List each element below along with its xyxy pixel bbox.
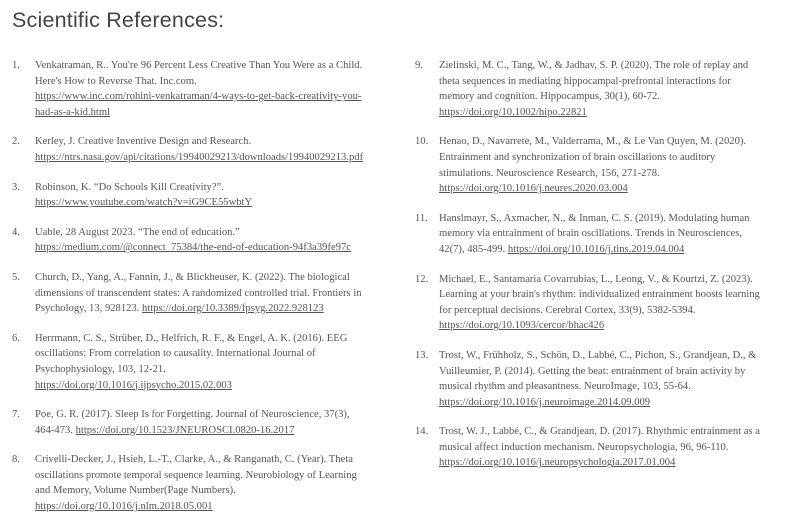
reference-body (439, 272, 787, 334)
reference-citation: Henao, D., Navarrete, M., Valderrama, M., & Le Van Quyen, M. (2020). Entrainment and synchronization of brain oscillations to auditory stimulations. Neuroscience Research, 156, 271-278. (439, 136, 747, 179)
reference-number: 6. (12, 332, 20, 344)
reference-body (35, 134, 392, 165)
reference-item (12, 225, 392, 256)
reference-item (12, 407, 392, 438)
reference-number: 8. (12, 454, 20, 466)
reference-item (415, 211, 787, 258)
reference-citation: Poe, G. R. (2017). Sleep Is for Forgetting. Journal of Neuroscience, 37(3), 464-473. (35, 409, 350, 436)
reference-body (35, 225, 392, 256)
reference-link[interactable]: https://doi.org/10.1093/cercor/bhac426 (439, 320, 605, 332)
reference-citation: Trost, W., Frühholz, S., Schön, D., Labbé, C., Pichon, S., Grandjean, D., & Vuilleumier, P. (2014). Getting the beat: entrainment of brain activity by musical rhythm and pleasantness. NeuroImage, 103, 55-64. (439, 349, 757, 393)
reference-number: 14. (415, 426, 429, 438)
reference-citation: Kerley, J. Creative Inventive Design and Research. (35, 136, 252, 148)
reference-number: 5. (12, 271, 20, 283)
reference-citation: Herrmann, C. S., Strüber, D., Helfrich, R. F., & Engel, A. K. (2016). EEG oscillations: From correlation to causality. International Journal of Psychophysiology, 103, 12-21. (35, 332, 348, 375)
reference-citation: Michael, E., Santamaria Covarrubias, L., Leong, V., & Kourtzi, Z. (2023). Learning at your brain's rhythm: individualized entrainment boosts learning for perceptual decisions. Cerebral Cortex, 33(9), 5382-5394. (439, 273, 760, 316)
reference-link[interactable]: https://doi.org/10.1016/j.neures.2020.03.004 (439, 183, 628, 195)
reference-citation: Zielinski, M. C., Tang, W., & Jadhav, S. P. (2020). The role of replay and theta sequences in mediating hippocampal-prefrontal interactions for memory and cognition. Hippocampus, 30(1), 60-72. (439, 60, 749, 103)
reference-body (439, 348, 787, 410)
reference-link[interactable]: https://doi.org/10.1016/j.neuroimage.2014.09.009 (439, 396, 651, 408)
references-column-right (415, 58, 787, 471)
reference-link[interactable]: https://doi.org/10.1002/hipo.22821 (439, 106, 587, 118)
reference-item (12, 180, 392, 211)
reference-link[interactable]: https://doi.org/10.3389/fpsyg.2022.928123 (142, 303, 324, 315)
reference-link[interactable]: https://www.youtube.com/watch?v=iG9CE55wbtY (35, 197, 253, 209)
reference-number: 12. (415, 273, 429, 285)
reference-link[interactable]: https://doi.org/10.1523/JNEUROSCI.0820-16.2017 (75, 424, 295, 436)
reference-body (439, 58, 787, 120)
reference-link[interactable]: https://doi.org/10.1016/j.ijpsycho.2015.02.003 (35, 379, 232, 391)
reference-item (12, 58, 392, 120)
reference-citation: Trost, W. J., Labbé, C., & Grandjean, D. (2017). Rhythmic entrainment as a musical affect induction mechanism. Neuropsychologia, 96, 96-110. (439, 426, 760, 453)
reference-citation: Venkatraman, R.. You're 96 Percent Less Creative Than You Were as a Child. Here's How to Reverse That. Inc.com. (35, 60, 363, 87)
reference-body (439, 211, 787, 258)
reference-number: 1. (12, 60, 20, 71)
reference-number: 3. (12, 181, 20, 193)
reference-body (439, 424, 787, 471)
reference-citation: Uable, 28 August 2023. “The end of education.” (35, 226, 240, 238)
reference-number: 9. (415, 60, 423, 71)
reference-number: 11. (415, 212, 428, 224)
reference-item (415, 348, 787, 410)
reference-item (12, 270, 392, 317)
reference-link[interactable]: https://ntrs.nasa.gov/api/citations/19940029213/downloads/19940029213.pdf (35, 151, 364, 163)
page-title: Scientific References: (12, 8, 225, 32)
reference-item (12, 452, 392, 514)
reference-number: 10. (415, 136, 429, 148)
reference-item (415, 134, 787, 196)
reference-item (415, 424, 787, 471)
reference-item (12, 134, 392, 165)
reference-body (35, 331, 392, 393)
reference-number: 2. (12, 136, 20, 148)
reference-body (35, 180, 392, 211)
reference-link[interactable]: https://www.inc.com/rohini-venkatraman/4-ways-to-get-back-creativity-you- had-as-a-kid.html (35, 91, 362, 118)
reference-item (415, 272, 787, 334)
reference-citation: Church, D., Yang, A., Fannin, J., & Blickheuser, K. (2022). The biological dimensions of transcendent states: A randomized controlled trial. Frontiers in Psychology, 13, 928123. (35, 271, 362, 315)
reference-link[interactable]: https://doi.org/10.1016/j.tins.2019.04.004 (507, 243, 685, 255)
reference-item (415, 58, 787, 120)
reference-item (12, 331, 392, 393)
reference-body (35, 58, 392, 120)
reference-citation: Hanslmayr, S., Axmacher, N., & Inman, C. S. (2019). Modulating human memory via entrainment of brain oscillations. Trends in Neurosciences, 42(7), 485-499. (439, 212, 750, 255)
references-column-left (12, 58, 392, 515)
reference-number: 13. (415, 349, 429, 361)
reference-number: 7. (12, 409, 20, 421)
reference-body (35, 407, 392, 438)
reference-body (439, 134, 787, 196)
reference-citation: Crivelli-Decker, J., Hsieh, L.-T., Clarke, A., & Ranganath, C. (Year). Theta oscillations promote temporal sequence learning. Neurobiology of Learning and Memory, Volume Number(Page Numbers). (35, 454, 357, 497)
reference-link[interactable]: https://medium.com/@connect_75384/the-end-of-education-94f3a39fe97c (35, 242, 351, 254)
reference-body (35, 270, 392, 317)
reference-citation: Robinson, K. “Do Schools Kill Creativity?”. (35, 181, 224, 193)
reference-link[interactable]: https://doi.org/10.1016/j.neuropsychologia.2017.01.004 (439, 457, 676, 469)
reference-link[interactable]: https://doi.org/10.1016/j.nlm.2018.05.001 (35, 501, 213, 513)
reference-number: 4. (12, 226, 20, 238)
reference-body (35, 452, 392, 514)
